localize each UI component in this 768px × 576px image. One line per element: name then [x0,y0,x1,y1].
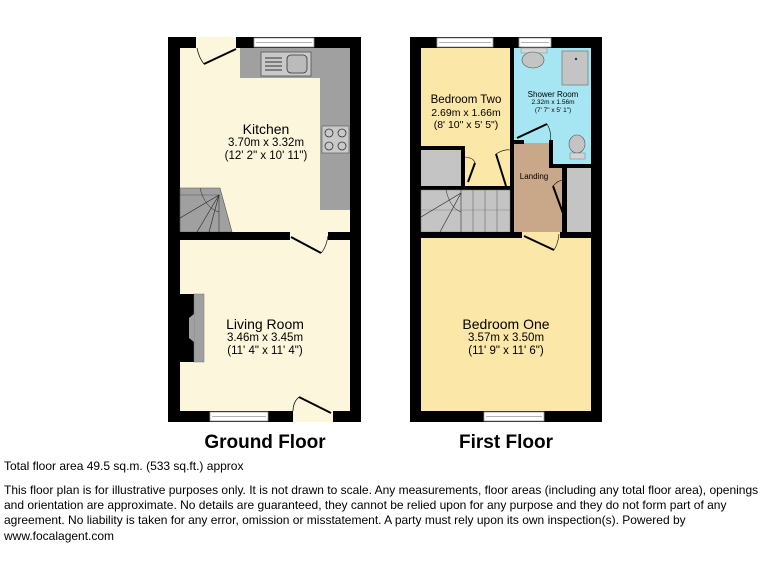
room-dimensions-imperial: (7' 7" x 5' 1") [534,106,572,114]
shower-tray-icon [562,51,588,85]
room-label-bedroom-one [436,316,576,359]
window-icon [484,412,544,421]
room-name: Living Room [226,316,304,332]
room-dimensions-imperial: (11' 9" x 11' 6") [468,345,544,358]
room-dimensions-metric: 2.32m x 1.56m [531,99,575,107]
room-dimensions-metric: 2.69m x 1.66m [431,107,501,120]
room-dimensions-metric: 3.57m x 3.50m [467,332,545,345]
window-icon [254,38,314,47]
sink-icon [261,52,311,76]
room-label-bedroom-two [415,94,517,131]
room-name: Landing [519,172,549,181]
window-icon [437,38,493,47]
room-label-landing [514,172,554,181]
total-floor-area: Total floor area 49.5 sq.m. (533 sq.ft.) approx [4,459,244,473]
room-name: Bedroom Two [430,94,502,106]
room-name: Kitchen [242,121,290,137]
floor-title-first: First Floor [459,432,553,453]
window-icon [210,412,268,421]
room-label-living-room [195,316,335,359]
room-dimensions-imperial: (8' 10" x 5' 5") [433,119,499,132]
room-dimensions-imperial: (12' 2" x 10' 11") [224,150,308,163]
floor-title-ground: Ground Floor [204,432,326,453]
toilet-icon [569,135,585,159]
ground-floor-plan [168,37,361,422]
room-name: Bedroom One [462,316,550,332]
room-label-shower-room [518,90,588,114]
room-dimensions-imperial: (11' 4" x 11' 4") [227,345,303,358]
room-label-kitchen [196,121,336,164]
disclaimer-text: This floor plan is for illustrative purposes only. It is not drawn to scale. Any measurements, floor areas (including any total floor area), openings and orientation are approximate. No details are guaranteed, they cannot be relied upon for any purpose and they do not form part of any agreement. No liability is taken for any error, omission or misstatement. A party must rely upon its own inspection(s). Powered by www.focalagent.com [4,483,759,543]
room-dimensions-metric: 3.70m x 3.32m [227,137,305,150]
staircase-icon [421,190,510,232]
room-name: Shower Room [527,90,579,99]
room-dimensions-metric: 3.46m x 3.45m [226,332,304,345]
window-icon [519,38,551,47]
